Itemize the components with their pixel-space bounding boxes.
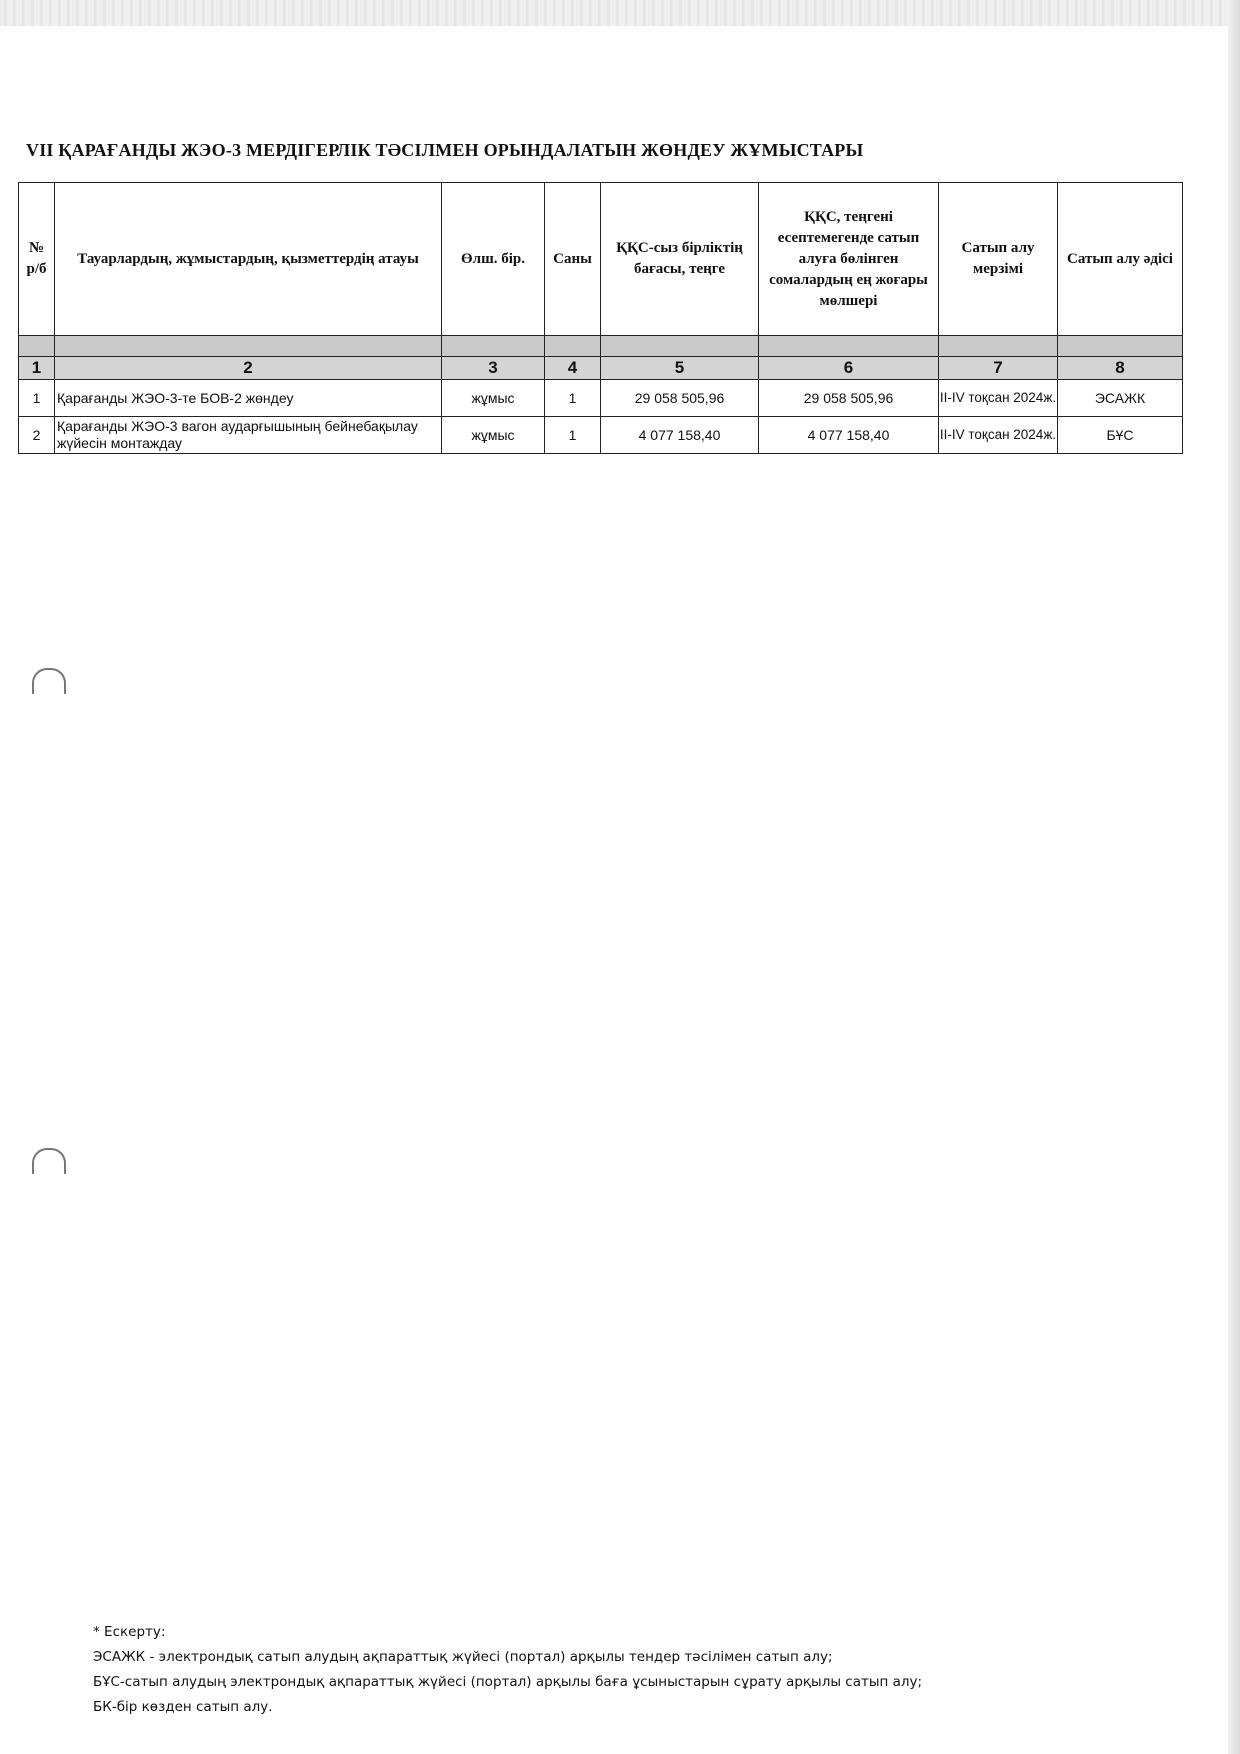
cell-period: II-IV тоқсан 2024ж. [939, 380, 1058, 417]
cell-qty: 1 [545, 380, 601, 417]
notes-heading: * Ескерту: [93, 1624, 166, 1640]
cell-unit-price: 4 077 158,40 [601, 417, 759, 454]
note-line: БҰС-сатып алудың электрондық ақпараттық жүйесі (портал) арқылы баға ұсыныстарын сұрату арқылы сатып алу; [93, 1674, 923, 1690]
procurement-table [18, 182, 1183, 454]
cell-method: ЭСАЖК [1058, 380, 1183, 417]
note-line: ЭСАЖК - электрондық сатып алудың ақпараттық жүйесі (портал) арқылы тендер тәсілімен сатып алу; [93, 1649, 833, 1665]
table-row [19, 380, 1183, 417]
cell-max-amount: 29 058 505,96 [759, 380, 939, 417]
header-period: Сатып алу мерзімі [939, 183, 1058, 336]
cell-no: 2 [19, 417, 55, 454]
cell-unit-price: 29 058 505,96 [601, 380, 759, 417]
scan-artifact-right [1228, 0, 1240, 1754]
cell-max-amount: 4 077 158,40 [759, 417, 939, 454]
header-max-amount: ҚҚС, теңгені есептемегенде сатып алуға бөлінген сомалардың ең жоғары мөлшері [759, 183, 939, 336]
cell-unit: жұмыс [442, 380, 545, 417]
column-number: 6 [759, 357, 939, 380]
column-number-row [19, 357, 1183, 380]
cell-name: Қарағанды ЖЭО-3 вагон аударғышының бейнебақылау жүйесін монтаждау [55, 417, 442, 454]
header-unit-price: ҚҚС-сыз бірліктің бағасы, теңге [601, 183, 759, 336]
cell-name: Қарағанды ЖЭО-3-те БОВ-2 жөндеу [55, 380, 442, 417]
header-name: Тауарлардың, жұмыстардың, қызметтердің атауы [55, 183, 442, 336]
column-number: 1 [19, 357, 55, 380]
column-number: 4 [545, 357, 601, 380]
header-unit: Өлш. бір. [442, 183, 545, 336]
header-qty: Саны [545, 183, 601, 336]
punch-hole-mark [32, 668, 66, 694]
header-no: № р/б [19, 183, 55, 336]
column-number: 5 [601, 357, 759, 380]
cell-period: II-IV тоқсан 2024ж. [939, 417, 1058, 454]
page-title: VII ҚАРАҒАНДЫ ЖЭО-3 МЕРДІГЕРЛІК ТӘСІЛМЕН ОРЫНДАЛАТЫН ЖӨНДЕУ ЖҰМЫСТАРЫ [26, 140, 864, 160]
column-number: 7 [939, 357, 1058, 380]
column-number: 2 [55, 357, 442, 380]
cell-unit: жұмыс [442, 417, 545, 454]
scan-artifact-top [0, 0, 1240, 26]
cell-no: 1 [19, 380, 55, 417]
column-number: 3 [442, 357, 545, 380]
cell-method: БҰС [1058, 417, 1183, 454]
table-spacer-row [19, 336, 1183, 357]
table-header-row [19, 183, 1183, 336]
table-row [19, 417, 1183, 454]
column-number: 8 [1058, 357, 1183, 380]
punch-hole-mark [32, 1148, 66, 1174]
header-method: Сатып алу әдісі [1058, 183, 1183, 336]
notes-section [93, 1620, 1093, 1720]
note-line: БК-бір көзден сатып алу. [93, 1699, 273, 1715]
cell-qty: 1 [545, 417, 601, 454]
